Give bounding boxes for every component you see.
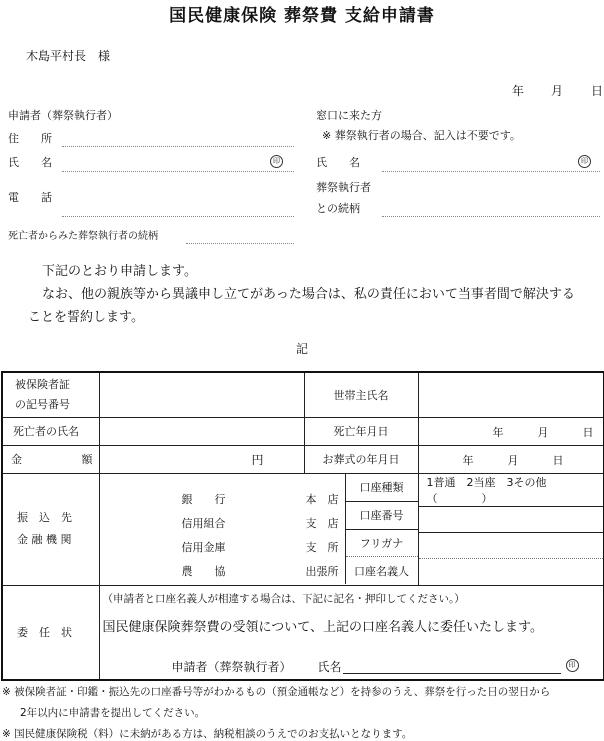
bank-label: 振 込 先 金 融 機 関	[2, 473, 99, 585]
householder-label: 世帯主氏名	[304, 372, 418, 417]
delegation-name-label: 氏名	[317, 659, 342, 674]
body-line-2: なお、他の親族等から異議申し立てがあった場合は、私の責任において当事者間で解決する	[42, 287, 575, 302]
body-line-1: 下記のとおり申請します。	[42, 264, 197, 279]
applicant-name-label: 氏 名	[8, 156, 52, 169]
deceased-name-field[interactable]	[99, 417, 304, 445]
date-year: 年	[512, 84, 525, 98]
account-number-field[interactable]	[419, 507, 604, 533]
amount-field[interactable]: 円	[99, 445, 304, 473]
account-type-label: 口座種類	[346, 474, 418, 502]
visitor-relation-label-1: 葬祭執行者	[316, 181, 371, 194]
insured-number-field[interactable]	[99, 372, 304, 417]
ki-label: 記	[296, 342, 309, 356]
visitor-relation-field[interactable]	[382, 216, 600, 217]
applicant-seal-icon: 印	[270, 155, 283, 168]
applicant-address-field[interactable]	[62, 146, 294, 147]
householder-field[interactable]	[418, 372, 604, 417]
bank-type-3[interactable]: 信用金庫	[181, 541, 226, 554]
addressee: 木島平村長 様	[26, 49, 111, 63]
account-holder-field[interactable]	[419, 559, 604, 584]
funeral-date-label: お葬式の年月日	[304, 445, 418, 473]
furigana-field[interactable]	[419, 533, 604, 559]
branch-type-4[interactable]: 出張所	[305, 565, 339, 578]
date-month: 月	[551, 84, 564, 98]
bank-type-2[interactable]: 信用組合	[181, 517, 226, 530]
applicant-phone-field[interactable]	[62, 216, 294, 217]
footnote-1-line-1: ※ 被保険者証・印鑑・振込先の口座番号等がわかるもの（預金通帳など）を持参のうえ、葬祭を行った日の翌日から	[2, 686, 551, 698]
amount-label: 金 額	[2, 445, 99, 473]
applicant-address-label: 住 所	[8, 132, 52, 145]
branch-type-3[interactable]: 支 所	[305, 541, 339, 554]
applicant-header: 申請者（葬祭執行者）	[8, 109, 118, 122]
applicant-phone-label: 電 話	[8, 191, 52, 204]
furigana-label: フリガナ	[346, 530, 418, 558]
bank-field[interactable]	[99, 473, 418, 585]
visitor-header: 窓口に来た方	[316, 109, 382, 122]
death-date-field[interactable]: 年 月 日	[418, 417, 604, 445]
delegation-seal-icon: 印	[566, 659, 579, 672]
account-holder-label: 口座名義人	[354, 564, 409, 578]
footnote-2: ※ 国民健康保険税（料）に未納がある方は、納税相談のうえでのお支払いとなります。	[2, 728, 413, 740]
page-title: 国民健康保険 葬祭費 支給申請書	[169, 6, 435, 26]
visitor-name-field[interactable]	[382, 171, 600, 172]
visitor-relation-label-2: との続柄	[316, 202, 360, 215]
delegation-text: 国民健康保険葬祭費の受領について、上記の口座名義人に委任いたします。	[102, 619, 543, 635]
delegation-applicant-label: 申請者（葬祭執行者）	[171, 659, 292, 674]
account-fields[interactable]	[418, 473, 604, 585]
applicant-relation-field[interactable]	[186, 243, 294, 244]
delegation-body	[99, 585, 604, 680]
branch-type-2[interactable]: 支 店	[305, 517, 339, 530]
applicant-relation-label: 死亡者からみた葬祭執行者の続柄	[8, 231, 158, 242]
death-date-label: 死亡年月日	[304, 417, 418, 445]
funeral-date-field[interactable]: 年 月 日	[418, 445, 604, 473]
body-line-3: ことを誓約します。	[28, 310, 144, 325]
branch-type-1[interactable]: 本 店	[305, 493, 339, 506]
delegation-note: （申請者と口座名義人が相違する場合は、下記に記名・押印してください。）	[102, 592, 465, 605]
bank-type-1[interactable]: 銀 行	[181, 493, 226, 506]
visitor-seal-icon: 印	[578, 155, 591, 168]
account-type-options[interactable]: 1普通 2当座 3その他（ ）	[419, 474, 604, 507]
visitor-name-label: 氏 名	[316, 156, 360, 169]
account-number-label: 口座番号	[346, 502, 418, 530]
date-day: 日	[591, 84, 604, 98]
insured-number-label: 被保険者証 の記号番号	[2, 372, 99, 417]
delegation-label: 委 任 状	[2, 585, 99, 680]
bank-type-4[interactable]: 農 協	[181, 565, 226, 578]
application-table	[1, 371, 604, 681]
footnote-1-line-2: 2年以内に申請書を提出してください。	[20, 707, 206, 719]
deceased-name-label: 死亡者の氏名	[2, 417, 99, 445]
visitor-note: ※ 葬祭執行者の場合、記入は不要です。	[322, 129, 521, 142]
delegation-name-field[interactable]	[343, 673, 561, 674]
applicant-name-field[interactable]	[62, 171, 294, 172]
